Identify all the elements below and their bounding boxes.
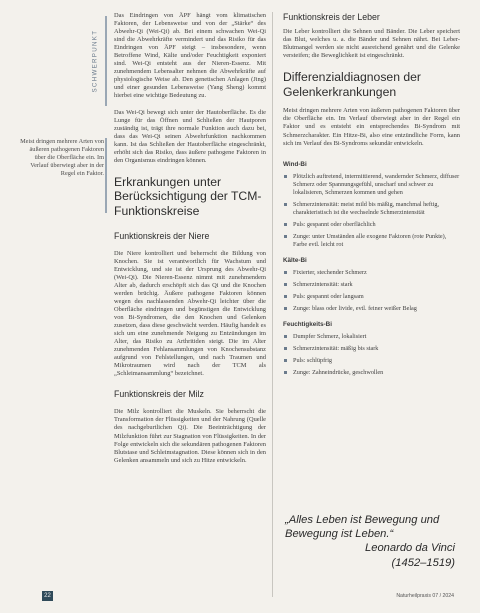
quote-block <box>285 513 455 570</box>
list-item: Fixierter, stechender Schmerz <box>283 269 460 277</box>
list-item: Puls: gespannt oder langsam <box>283 293 460 301</box>
heading-erkrankungen: Erkrankungen unter Berücksichtigung der TCM-Funktionskreise <box>114 174 262 219</box>
column-divider <box>272 12 273 597</box>
list-item: Schmerzintensität: stark <box>283 281 460 289</box>
niere-paragraph: Die Niere kontrolliert und beherrscht die Bildung von Knochen. Sie ist verantwortlich für Wachstum und Entwicklung, und sie ist der Ursprung des Abwehr-Qi (Wei-Qi). Die Nieren-Essenz nimmt mit zunehmendem Alter ab, dadurch erschöpft sich das Qi und die Knochen werden brüchig. Äußere pathogene Faktoren können wegen des nachlassenden Abwehr-Qi leichter über die Oberfläche eindringen und begünstigen die Entwicklung von Bi-Syndromen, die den Knochen und Gelenken zusetzen, dass diese geschwächt werden. Häufig handelt es sich um eine zunehmende Neigung zu Entzündungen im Alter, das Risiko zu Arthritiden steigt. Die im Alter zunehmenden Fehlansammlungen von Knochensubstanz aufgrund von Fehlstellungen, und nach Traumen und Mikrotraumen wird nach der TCM als „Schleimansammlung“ bezeichnet. <box>114 249 266 378</box>
column-right <box>283 12 460 381</box>
feuchtigkeits-bi-list <box>283 333 460 377</box>
footer-issue: Naturheilpraxis 07 / 2024 <box>396 593 454 599</box>
milz-paragraph: Die Milz kontrolliert die Muskeln. Sie beherrscht die Transformation der Flüssigkeiten und der Nahrung (Quelle des nachgeburtlichen Qi). Die Beeinträchtigung der Milzfunktion führt zur Stagnation von Flüssigkeiten. In der Folge entwickeln sich die sekundären pathogenen Faktoren Blutstase und Schleimstagnation. Diese können sich in den Gelenken ansammeln und sich zu Hitze entwickeln. <box>114 408 266 464</box>
kaelte-bi-title: Kälte-Bi <box>283 256 307 264</box>
list-item: Plötzlich auftretend, intermittierend, wandernder Schmerz, diffuser Schmerz oder Spannungsgefühl, unscharf und schwer zu lokalisieren, Schmerzen kommen und gehen <box>283 173 460 197</box>
heading-milz: Funktionskreis der Milz <box>114 389 204 400</box>
intro-paragraph-1: Das Eindringen von ÄPF hängt vom klimatischen Faktoren, der Lebensweise und von der „Stärke“ des Abwehr-Qi (Wei-Qi) ab. Bei einem schwachen Wei-Qi sind die Abwehrkräfte vermindert und das Risiko für das Eindringen von ÄPF steigt – insbesondere, wenn Betroffene Wind, Kälte und/oder Feuchtigkeit exponiert sind. Wei-Qi entsteht aus der Nieren-Essenz. Mit zunehmendem Lebensalter nehmen die Abwehrkräfte auf physiologische Weise ab. Den genetischen Anlagen (Jing) und einer gesunden Lebensweise (Yang Sheng) kommt hierbei eine wichtige Bedeutung zu. <box>114 12 266 100</box>
list-item: Dumpfer Schmerz, lokalisiert <box>283 333 460 341</box>
list-item: Puls: gespannt oder oberflächlich <box>283 221 460 229</box>
list-item: Schmerzintensität: mäßig bis stark <box>283 345 460 353</box>
kaelte-bi-list <box>283 269 460 313</box>
diff-paragraph: Meist dringen mehrere Arten von äußeren pathogenen Faktoren über die Oberfläche ein. Im Verlauf überwiegt aber in der Regel ein Faktor und es entsteht ein entsprechendes Bi-Syndrom mit Schmerzcharakter. Ein Hitze-Bi, also eine entzündliche Form, kann sich im Verlauf des Bi-Syndroms sekundär entwickeln. <box>283 107 460 147</box>
wind-bi-title: Wind-Bi <box>283 160 307 168</box>
wind-bi-list <box>283 173 460 249</box>
margin-note: Meist dringen mehrere Arten von äußeren pathogenen Faktoren über die Oberfläche ein. Im Verlauf überwiegt aber in der Regel ein Faktor. <box>20 138 104 178</box>
section-bar-2 <box>105 138 107 213</box>
heading-leber: Funktionskreis der Leber <box>283 12 380 22</box>
section-label-text: SCHWERPUNKT <box>91 29 99 93</box>
list-item: Zunge: unter Umständen alle exogene Faktoren (rote Punkte), Farbe evtl. leicht rot <box>283 233 460 249</box>
list-item: Puls: schlüpfrig <box>283 357 460 365</box>
page-number: 22 <box>42 591 53 601</box>
intro-paragraph-2: Das Wei-Qi bewegt sich unter der Hautoberfläche. Es die Lunge für das Öffnen und Schließen der Hautporen zuständig ist, trägt ihre normale Funktion auch dazu bei, dass das Wei-Qi seinen Abwehrfunktion nachkommen kann. Ist das Schließen der Hautoberfläche eingeschränkt, erhöht sich das Risiko, dass äußere pathogene Faktoren in den Organismus eindringen können. <box>114 108 266 164</box>
quote-years: (1452–1519) <box>391 556 455 569</box>
quote-text: „Alles Leben ist Bewegung und Bewegung ist Leben.“ <box>285 514 440 541</box>
column-left <box>114 12 266 465</box>
leber-paragraph: Die Leber kontrolliert die Sehnen und Bänder. Die Leber speichert das Blut, welches u. a. die Bänder und Sehnen nährt. Bei Leber-Blutmangel werden sie nicht ausreichend genährt und die Gelenke versteifen; die Beweglichkeit ist eingeschränkt. <box>283 28 460 60</box>
list-item: Zunge: blass oder livide, evtl. feiner weißer Belag <box>283 305 460 313</box>
quote-author: Leonardo da Vinci <box>365 542 455 555</box>
list-item: Zunge: Zahneindrücke, geschwollen <box>283 369 460 377</box>
heading-differenzialdiagnosen: Differenzialdiagnosen der Gelenkerkrankungen <box>283 70 421 99</box>
section-label <box>84 14 104 104</box>
list-item: Schmerzintensität: meist mild bis mäßig, manchmal heftig, charakteristisch ist die wechselnde Schmerzintensität <box>283 201 460 217</box>
heading-niere: Funktionskreis der Niere <box>114 230 210 241</box>
feuchtigkeits-bi-title: Feuchtigkeits-Bi <box>283 320 332 328</box>
section-bar <box>105 16 107 106</box>
